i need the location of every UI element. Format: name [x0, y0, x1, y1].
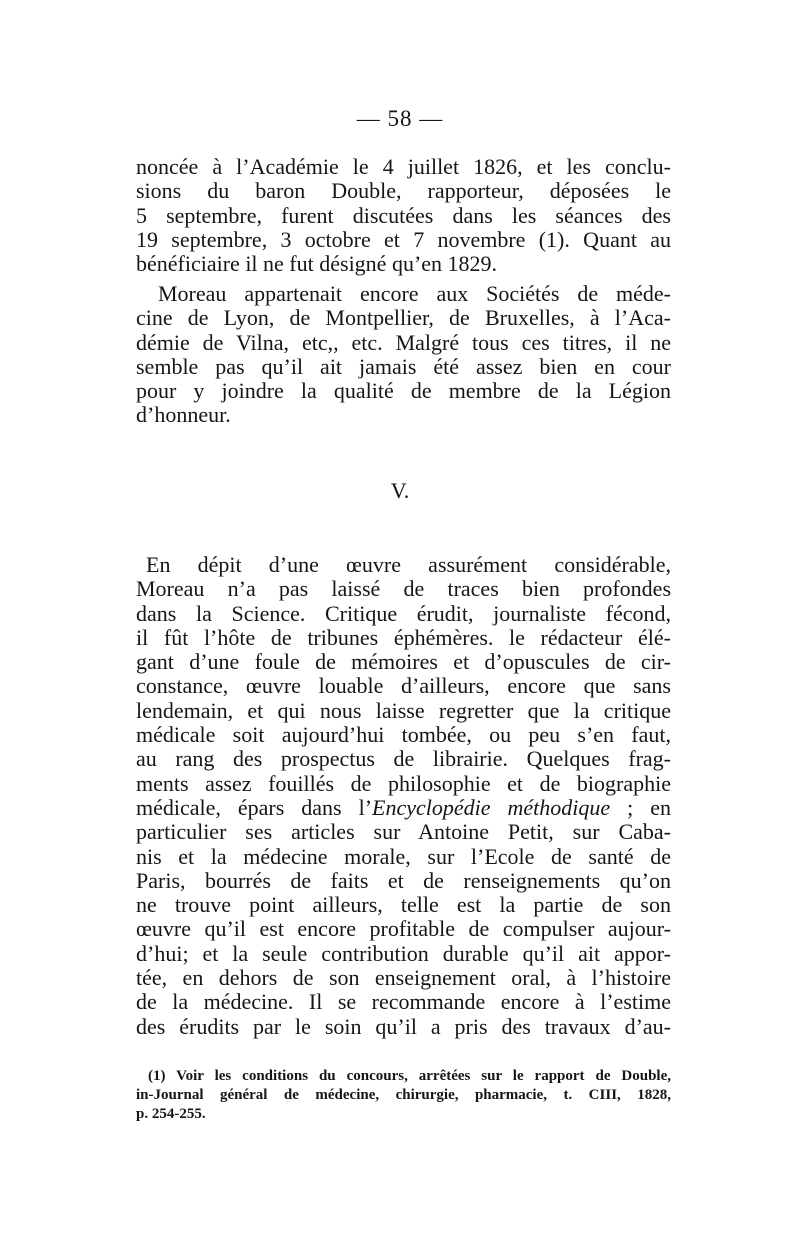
text-line: tée, en dehors de son enseignement oral, à l’histoire — [136, 965, 671, 991]
text-line: constance, œuvre louable d’ailleurs, encore que sans — [136, 673, 671, 699]
text-line: ments assez fouillés de philosophie et de biographie — [136, 770, 671, 796]
book-title: Encyclopédie méthodique — [372, 794, 611, 820]
text-line: démie de Vilna, etc,, etc. Malgré tous ces titres, il ne — [136, 329, 671, 355]
text-fragment: médicale, épars dans l’ — [136, 794, 373, 820]
text-line: 19 septembre, 3 octobre et 7 novembre (1). Quant au — [136, 226, 671, 252]
paragraph-1 — [136, 155, 671, 276]
text-line: cine de Lyon, de Montpellier, de Bruxelles, à l’Aca- — [136, 305, 671, 331]
text-line: gant d’une foule de mémoires et d’opuscules de cir- — [136, 649, 671, 675]
text-line: il fût l’hôte de tribunes éphémères. le rédacteur élé- — [136, 624, 671, 650]
text-line: Paris, bourrés de faits et de renseignements qu’on — [136, 867, 671, 893]
text-line: ne trouve point ailleurs, telle est la partie de son — [136, 892, 671, 918]
text-line: lendemain, et qui nous laisse regretter que la critique — [136, 697, 671, 723]
footnote-line: (1) Voir les conditions du concours, arrêtées sur le rapport de Double, — [148, 1068, 671, 1084]
text-line: d’hui; et la seule contribution durable qu’il ait appor- — [136, 940, 671, 966]
text-line: au rang des prospectus de librairie. Quelques frag- — [136, 746, 671, 772]
text-line: 5 septembre, furent discutées dans les séances des — [136, 202, 671, 228]
footnote-line: in-Journal général de médecine, chirurgie, pharmacie, t. CIII, 1828, — [136, 1087, 671, 1103]
text-line: noncée à l’Académie le 4 juillet 1826, et les conclu- — [136, 154, 671, 179]
text-line: médicale soit aujourd’hui tombée, ou peu s’en faut, — [136, 722, 671, 748]
text-line: d’honneur. — [136, 402, 231, 428]
text-line: nis et la médecine morale, sur l’Ecole de santé de — [136, 843, 671, 869]
text-line: dans la Science. Critique érudit, journaliste fécond, — [136, 600, 671, 626]
text-line: bénéficiaire il ne fut désigné qu’en 1829. — [136, 251, 498, 277]
footnote — [136, 1067, 671, 1124]
paragraph-2 — [136, 282, 671, 428]
footnote-line: p. 254-255. — [136, 1106, 206, 1122]
section-heading: V. — [390, 478, 410, 503]
text-line: sions du baron Double, rapporteur, déposées le — [136, 178, 671, 204]
text-fragment: ; en — [610, 794, 671, 820]
text-line: de la médecine. Il se recommande encore à l’estime — [136, 989, 671, 1015]
text-line: pour y joindre la qualité de membre de la Légion — [136, 378, 671, 404]
text-line-with-title — [136, 796, 671, 820]
text-line: En dépit d’une œuvre assurément considérable, — [146, 552, 671, 577]
text-line: Moreau appartenait encore aux Sociétés de méde- — [158, 281, 671, 306]
text-line: particulier ses articles sur Antoine Petit, sur Caba- — [136, 819, 671, 845]
text-line: œuvre qu’il est encore profitable de compulser aujour- — [136, 916, 671, 942]
text-line: des érudits par le soin qu’il a pris des travaux d’au- — [136, 1013, 671, 1039]
page-number: — 58 — — [356, 106, 444, 131]
paragraph-3 — [136, 553, 671, 1039]
text-line: semble pas qu’il ait jamais été assez bien en cour — [136, 353, 671, 379]
text-line: Moreau n’a pas laissé de traces bien profondes — [136, 576, 671, 602]
